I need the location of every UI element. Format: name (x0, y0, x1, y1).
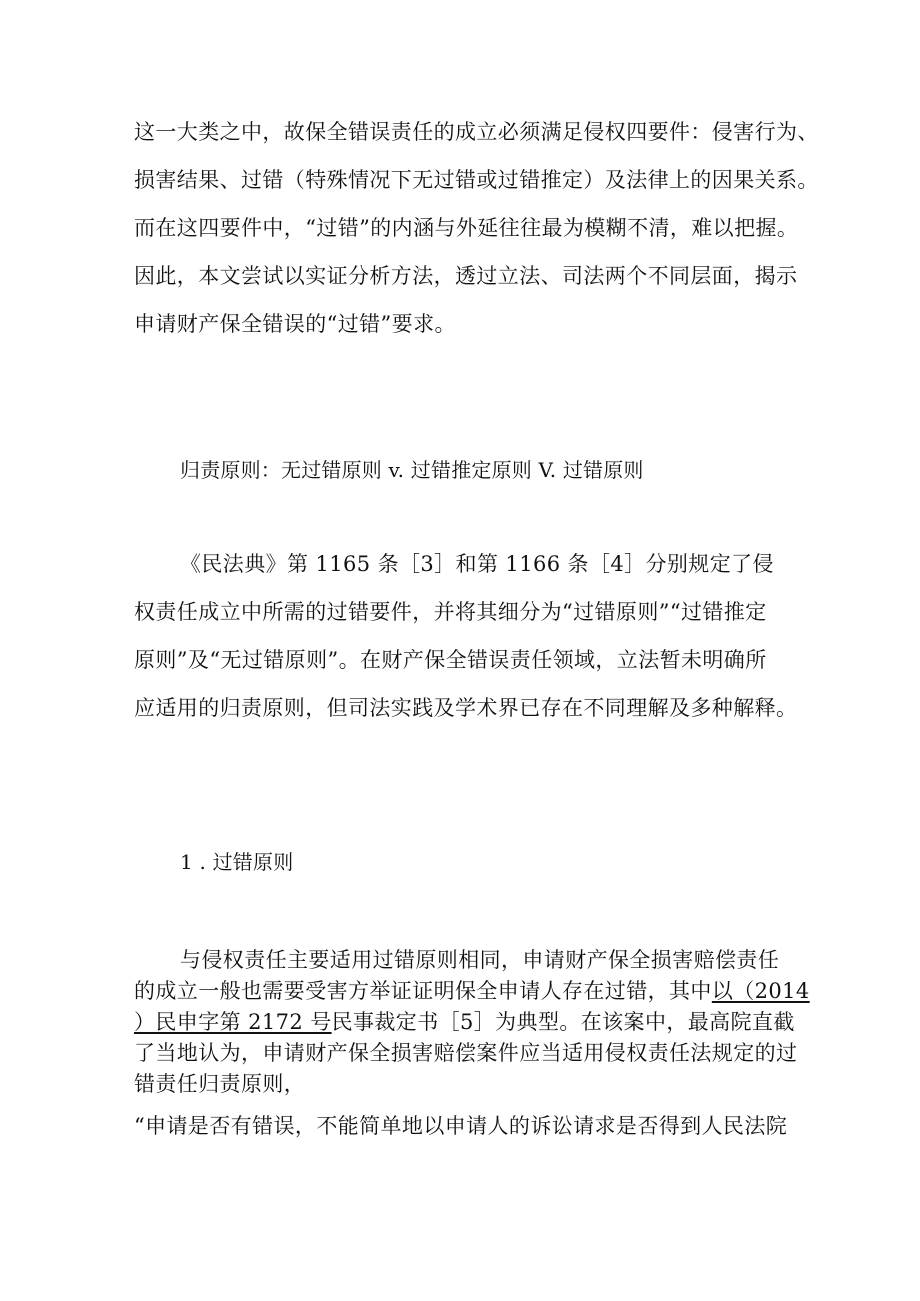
paragraph-3-line-1: 与侵权责任主要适用过错原则相同，申请财产保全损害赔偿责任 (180, 948, 780, 972)
paragraph-1-line-5: 申请财产保全错误的“过错”要求。 (134, 312, 456, 336)
paragraph-1-line-4: 因此，本文尝试以实证分析方法，透过立法、司法两个不同层面，揭示 (134, 264, 798, 288)
paragraph-2-line-4: 应适用的归责原则，但司法实践及学术界已存在不同理解及多种解释。 (134, 696, 798, 720)
paragraph-3-line-2-text: 的成立一般也需要受害方举证证明保全申请人存在过错，其中 (134, 979, 712, 1003)
section-heading-principles: 归责原则：无过错原则 v. 过错推定原则 V. 过错原则 (180, 458, 644, 482)
paragraph-3-line-5: 错责任归责原则， (134, 1072, 306, 1096)
paragraph-1-line-2: 损害结果、过错（特殊情况下无过错或过错推定）及法律上的因果关系。 (134, 168, 819, 192)
paragraph-2-line-1: 《民法典》第 1165 条［3］和第 1166 条［4］分别规定了侵 (180, 552, 774, 576)
case-citation-part-1: 以（2014 (711, 979, 810, 1003)
case-citation-part-2: ）民申字第 2172 号 (134, 1010, 332, 1034)
paragraph-3-line-3-text: 民事裁定书［5］为典型。在该案中，最高院直截 (331, 1010, 795, 1034)
paragraph-3-line-2 (134, 975, 810, 1005)
paragraph-3-line-3 (134, 1006, 795, 1036)
quote-line: “申请是否有错误，不能简单地以申请人的诉讼请求是否得到人民法院 (134, 1114, 788, 1138)
paragraph-1-line-1: 这一大类之中，故保全错误责任的成立必须满足侵权四要件：侵害行为、 (134, 120, 819, 144)
paragraph-2-line-3: 原则”及“无过错原则”。在财产保全错误责任领域，立法暂未明确所 (134, 648, 767, 672)
paragraph-3-line-4: 了当地认为，申请财产保全损害赔偿案件应当适用侵权责任法规定的过 (134, 1041, 798, 1065)
paragraph-1-line-3: 而在这四要件中，“过错”的内涵与外延往往最为模糊不清，难以把握。 (134, 216, 799, 240)
section-heading-fault-principle: 1 . 过错原则 (180, 850, 294, 874)
paragraph-2-line-2: 权责任成立中所需的过错要件，并将其细分为“过错原则”“过错推定 (134, 600, 767, 624)
